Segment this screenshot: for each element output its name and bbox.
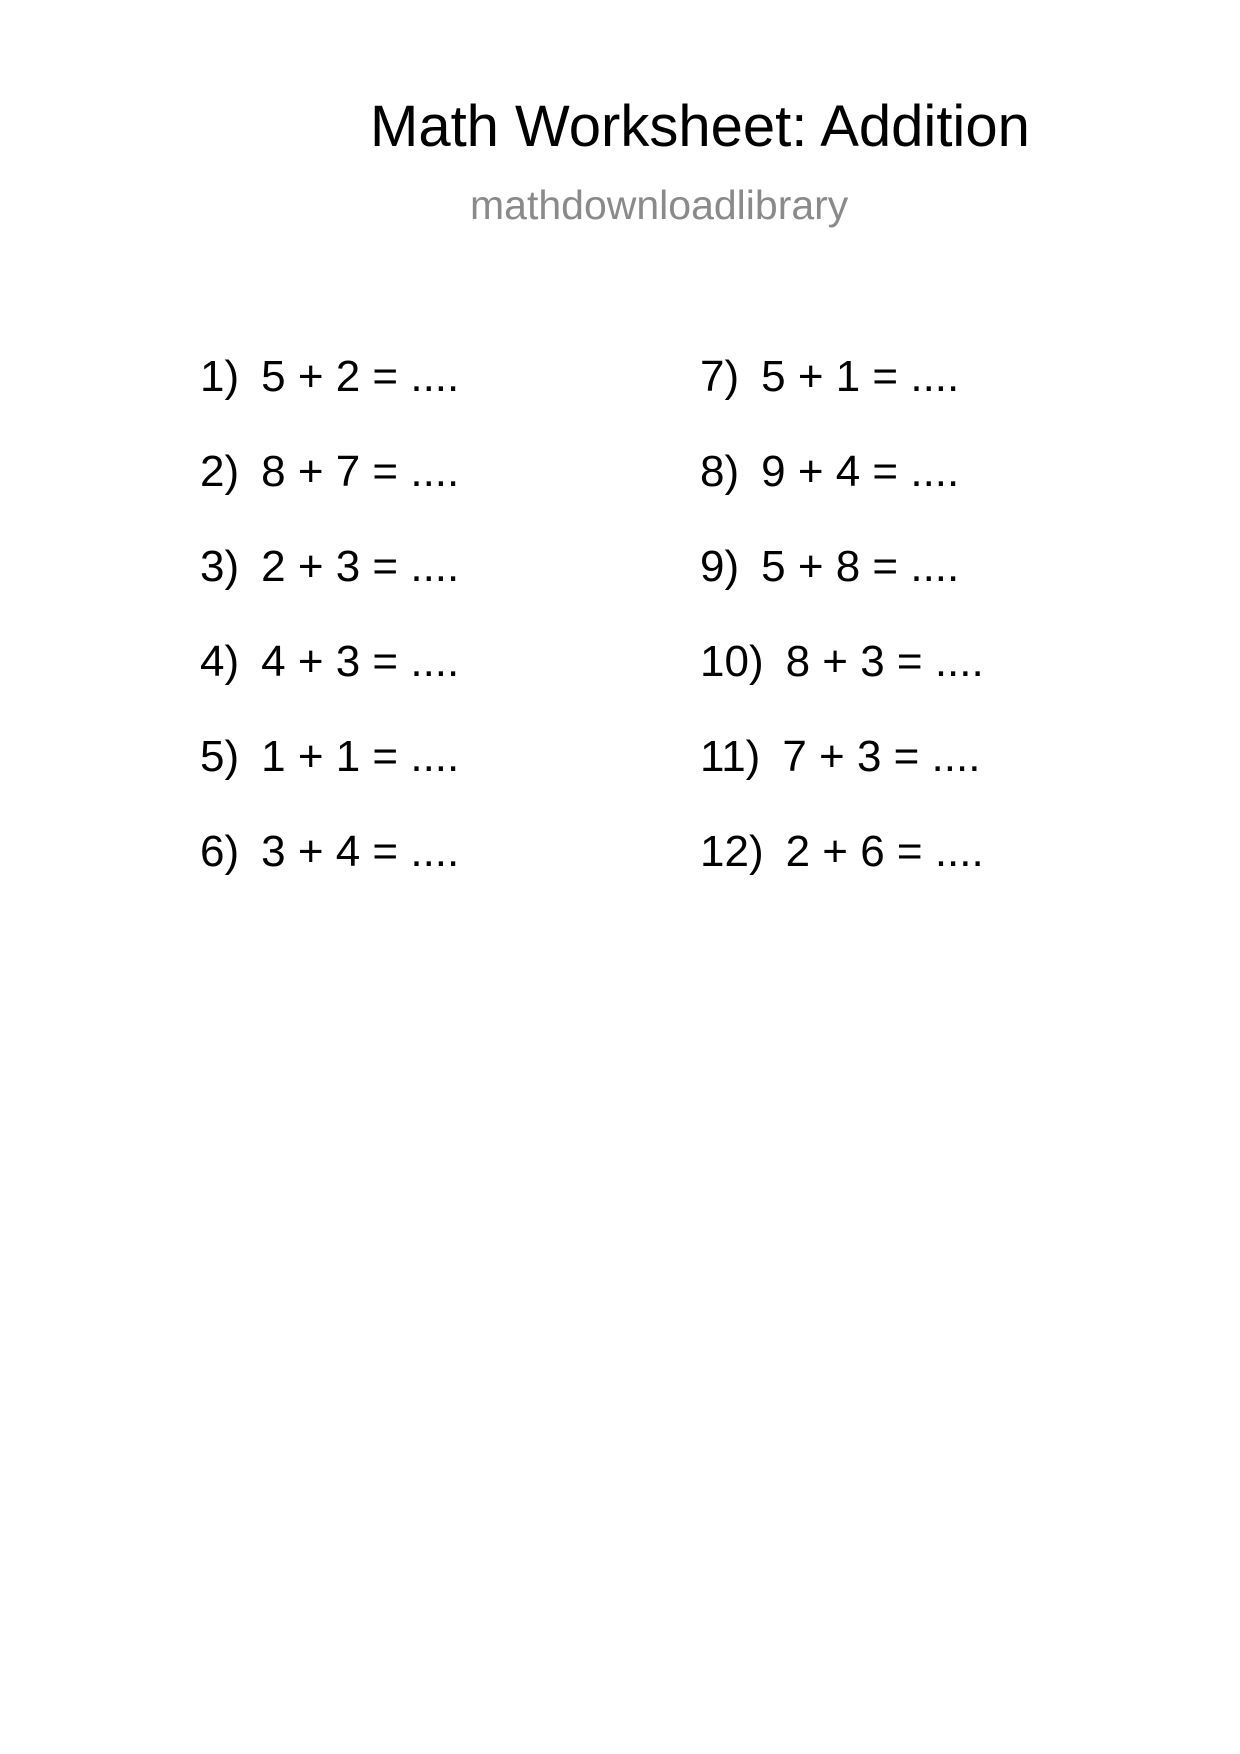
problem-expression: 5 + 8 = .... [761,542,960,591]
problem-item [700,352,984,450]
problem-number: 6) [200,827,240,876]
problem-number: 10) [700,637,764,686]
problem-column-right [700,352,984,925]
problem-expression: 7 + 3 = .... [782,732,981,781]
problem-number: 9) [700,542,740,591]
problem-expression: 8 + 3 = .... [785,637,984,686]
problem-number: 3) [200,542,240,591]
problem-item [200,542,460,640]
problem-item [200,827,460,925]
problem-expression: 2 + 6 = .... [785,827,984,876]
problem-number: 4) [200,637,240,686]
problem-number: 1) [200,352,240,401]
problem-item [700,637,984,735]
problem-item [200,637,460,735]
problem-expression: 8 + 7 = .... [261,447,460,496]
problem-column-left [200,352,460,925]
problem-item [200,447,460,545]
problem-expression: 5 + 2 = .... [261,352,460,401]
problem-item [700,542,984,640]
problem-item [200,732,460,830]
problem-expression: 9 + 4 = .... [761,447,960,496]
page-title: Math Worksheet: Addition [370,94,1030,159]
problem-expression: 3 + 4 = .... [261,827,460,876]
problem-item [700,732,984,830]
problem-expression: 5 + 1 = .... [761,352,960,401]
problem-item [700,827,984,925]
problem-expression: 4 + 3 = .... [261,637,460,686]
page-subtitle: mathdownloadlibrary [470,182,849,228]
problem-item [200,352,460,450]
problem-number: 2) [200,447,240,496]
problem-item [700,447,984,545]
problem-number: 5) [200,732,240,781]
problem-expression: 2 + 3 = .... [261,542,460,591]
problem-number: 12) [700,827,764,876]
problem-number: 11) [700,732,761,781]
problem-number: 8) [700,447,740,496]
problem-expression: 1 + 1 = .... [261,732,460,781]
problem-number: 7) [700,352,740,401]
